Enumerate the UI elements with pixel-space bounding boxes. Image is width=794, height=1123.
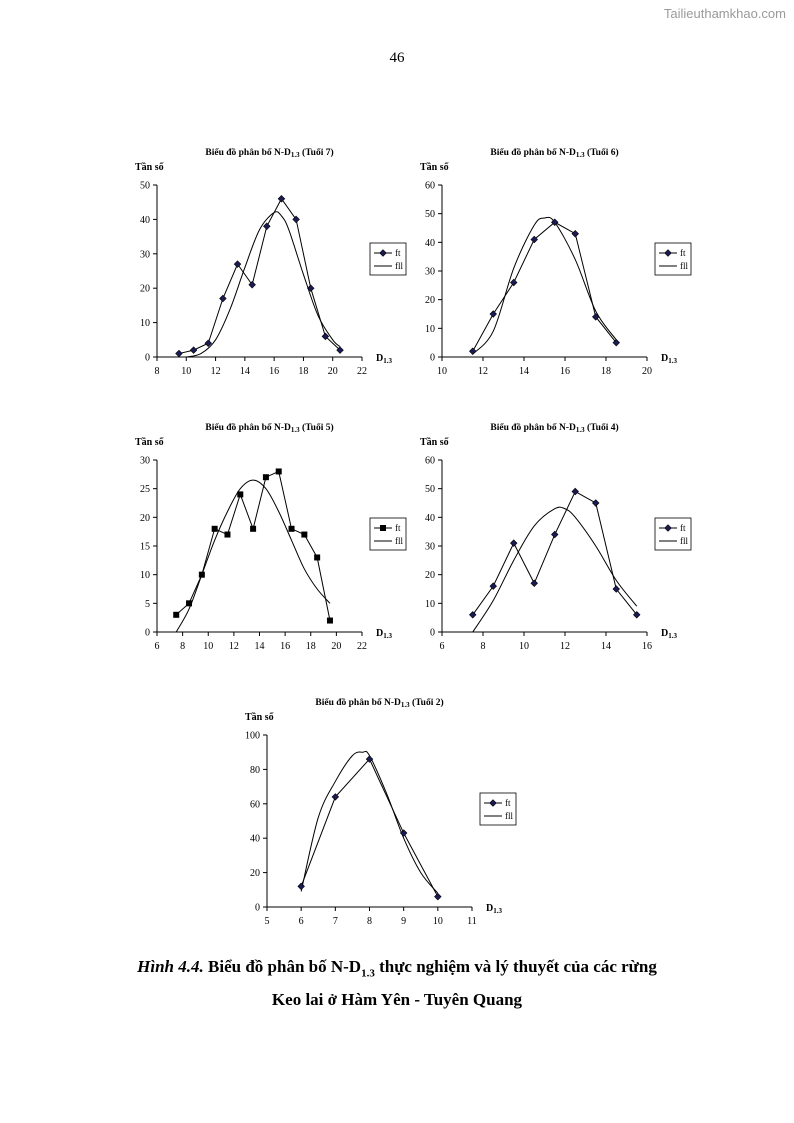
figure-caption-line-2: Keo lai ở Hàm Yên - Tuyên Quang [271, 990, 523, 1009]
series-ft-point [510, 540, 517, 547]
series-ft-point [510, 279, 517, 286]
chart-tuoi-6 [410, 140, 700, 375]
x-tick-label: 18 [305, 641, 316, 652]
x-tick-label: 14 [519, 366, 529, 377]
series-ft-point [572, 488, 579, 495]
series-fll-line [473, 217, 617, 354]
series-ft-point [551, 531, 558, 538]
series-ft-point [278, 195, 285, 202]
x-tick-label: 20 [642, 366, 652, 377]
chart-svg [410, 415, 700, 650]
legend-fll-label: fll [680, 261, 688, 271]
x-tick-label: 12 [560, 641, 570, 652]
y-axis-label: Tần số [135, 162, 164, 173]
x-tick-label: 10 [437, 366, 447, 377]
x-axis-label: $D_{1.3}$ [486, 903, 502, 915]
figure-caption-prefix: Hình 4.4. [137, 957, 204, 976]
y-tick-label: 40 [425, 237, 435, 249]
x-tick-label: 18 [601, 366, 611, 377]
y-tick-label: 50 [140, 180, 150, 192]
y-tick-label: 20 [140, 512, 150, 524]
y-axis-label: Tần số [135, 437, 164, 448]
series-ft-line [473, 492, 637, 615]
x-tick-label: 12 [228, 641, 239, 652]
series-fll-line [186, 212, 340, 357]
series-ft-point [298, 883, 305, 890]
series-ft-point [327, 618, 333, 624]
chart-svg [125, 140, 415, 375]
x-tick-label: 16 [280, 641, 291, 652]
x-tick-label: 12 [478, 366, 488, 377]
x-tick-label: 16 [642, 641, 652, 652]
series-fll-line [301, 751, 438, 893]
x-tick-label: 14 [601, 641, 611, 652]
series-ft-point [490, 311, 497, 318]
figure-caption-subscript: 1.3 [361, 967, 375, 980]
x-tick-label: 16 [560, 366, 570, 377]
figure-caption-line-1 [0, 957, 794, 979]
y-tick-label: 5 [145, 598, 150, 610]
y-tick-label: 25 [140, 484, 150, 496]
series-ft-point [293, 216, 300, 223]
series-ft-point [173, 612, 179, 618]
y-tick-label: 40 [250, 833, 260, 845]
y-tick-label: 60 [425, 180, 435, 192]
series-ft-point [190, 347, 197, 354]
series-ft-point [263, 474, 269, 480]
legend-ft-marker [380, 525, 386, 531]
series-ft-line [179, 199, 340, 354]
chart-title: Biểu đồ phân bố $N-D_{1.3}$ (Tuổi 5) [205, 423, 334, 434]
series-ft-point [264, 223, 271, 230]
x-tick-label: 20 [327, 366, 338, 377]
x-axis-label: $D_{1.3}$ [661, 353, 677, 365]
x-tick-label: 7 [332, 916, 338, 927]
y-tick-label: 10 [425, 598, 435, 610]
y-tick-label: 0 [430, 352, 435, 364]
page-number: 46 [389, 50, 405, 66]
y-tick-label: 60 [425, 455, 435, 467]
y-tick-label: 0 [145, 352, 150, 364]
y-tick-label: 20 [140, 283, 150, 295]
x-tick-label: 14 [254, 641, 265, 652]
x-tick-label: 22 [357, 366, 367, 377]
chart-tuoi-7 [125, 140, 415, 375]
y-tick-label: 0 [255, 902, 260, 914]
figure-caption-main: Biểu đồ phân bố N-D [203, 957, 362, 976]
y-tick-label: 10 [140, 570, 150, 582]
series-ft-point [186, 600, 192, 606]
y-tick-label: 50 [425, 484, 435, 496]
chart-tuoi-4 [410, 415, 700, 650]
y-tick-label: 40 [425, 512, 435, 524]
x-tick-label: 9 [401, 916, 407, 927]
x-tick-label: 10 [203, 641, 214, 652]
x-tick-label: 8 [480, 641, 486, 652]
y-tick-label: 0 [145, 627, 150, 639]
y-tick-label: 80 [250, 764, 260, 776]
chart-title: Biểu đồ phân bố $N-D_{1.3}$ (Tuổi 4) [490, 423, 619, 434]
watermark: Tailieuthamkhao.com [663, 6, 786, 21]
x-tick-label: 10 [519, 641, 529, 652]
x-tick-label: 8 [180, 641, 186, 652]
x-axis-label: $D_{1.3}$ [661, 628, 677, 640]
legend-fll-label: fll [395, 261, 403, 271]
series-ft-point [220, 295, 227, 302]
series-ft-point [289, 526, 295, 532]
y-tick-label: 30 [425, 541, 435, 553]
legend-ft-label: ft [680, 248, 686, 258]
x-axis-label: $D_{1.3}$ [376, 353, 392, 365]
series-ft-point [224, 532, 230, 538]
series-fll-line [473, 507, 637, 632]
legend-ft-label: ft [680, 523, 686, 533]
x-tick-label: 20 [331, 641, 342, 652]
chart-svg [235, 690, 525, 925]
y-tick-label: 30 [425, 266, 435, 278]
x-tick-label: 16 [269, 366, 280, 377]
series-ft-point [572, 230, 579, 237]
series-ft-point [314, 554, 320, 560]
chart-tuoi-5 [125, 415, 415, 650]
x-tick-label: 14 [239, 366, 250, 377]
series-ft-point [301, 532, 307, 538]
series-ft-point [234, 261, 241, 268]
series-ft-point [250, 526, 256, 532]
x-tick-label: 12 [210, 366, 221, 377]
series-ft-point [469, 612, 476, 619]
chart-title: Biểu đồ phân bố $N-D_{1.3}$ (Tuổi 7) [205, 148, 334, 159]
series-ft-line [176, 471, 330, 620]
x-tick-label: 8 [154, 366, 160, 377]
y-tick-label: 100 [245, 730, 260, 742]
chart-title: Biểu đồ phân bố $N-D_{1.3}$ (Tuổi 6) [490, 148, 619, 159]
y-tick-label: 60 [250, 799, 260, 811]
legend-ft-label: ft [395, 248, 401, 258]
y-tick-label: 20 [250, 868, 260, 880]
series-ft-point [276, 468, 282, 474]
y-tick-label: 40 [140, 214, 150, 226]
x-tick-label: 18 [298, 366, 309, 377]
chart-svg [410, 140, 700, 375]
series-ft-point [531, 580, 538, 587]
x-tick-label: 10 [181, 366, 192, 377]
x-tick-label: 6 [298, 916, 304, 927]
y-tick-label: 50 [425, 209, 435, 221]
x-axis-label: $D_{1.3}$ [376, 628, 392, 640]
y-axis-label: Tần số [245, 712, 274, 723]
legend-fll-label: fll [505, 811, 513, 821]
x-tick-label: 22 [357, 641, 367, 652]
legend-ft-label: ft [505, 798, 511, 808]
series-ft-point [249, 281, 256, 288]
x-tick-label: 11 [467, 916, 477, 927]
y-tick-label: 10 [140, 318, 150, 330]
x-tick-label: 10 [432, 916, 443, 927]
series-ft-line [301, 759, 438, 897]
legend-fll-label: fll [680, 536, 688, 546]
y-tick-label: 30 [140, 455, 150, 467]
series-ft-point [400, 830, 407, 837]
y-tick-label: 0 [430, 627, 435, 639]
x-tick-label: 6 [154, 641, 160, 652]
chart-title: Biểu đồ phân bố $N-D_{1.3}$ (Tuổi 2) [315, 698, 444, 709]
chart-tuoi-2 [235, 690, 525, 925]
series-ft-point [176, 350, 183, 357]
y-tick-label: 15 [140, 541, 150, 553]
series-ft-point [212, 526, 218, 532]
series-ft-point [435, 893, 442, 900]
y-axis-label: Tần số [420, 162, 449, 173]
series-ft-line [473, 222, 617, 351]
x-tick-label: 8 [367, 916, 372, 927]
series-ft-point [592, 500, 599, 507]
series-ft-point [237, 491, 243, 497]
y-tick-label: 20 [425, 570, 435, 582]
series-ft-point [469, 348, 476, 355]
series-fll-line [176, 480, 330, 632]
y-tick-label: 10 [425, 323, 435, 335]
legend-ft-label: ft [395, 523, 401, 533]
series-ft-point [490, 583, 497, 590]
y-tick-label: 30 [140, 249, 150, 261]
figure-caption-rest: thực nghiệm và lý thuyết của các rừng [374, 957, 657, 976]
x-tick-label: 6 [439, 641, 445, 652]
y-tick-label: 20 [425, 295, 435, 307]
legend-fll-label: fll [395, 536, 403, 546]
y-axis-label: Tần số [420, 437, 449, 448]
series-ft-point [199, 572, 205, 578]
x-tick-label: 5 [264, 916, 270, 927]
chart-svg [125, 415, 415, 650]
